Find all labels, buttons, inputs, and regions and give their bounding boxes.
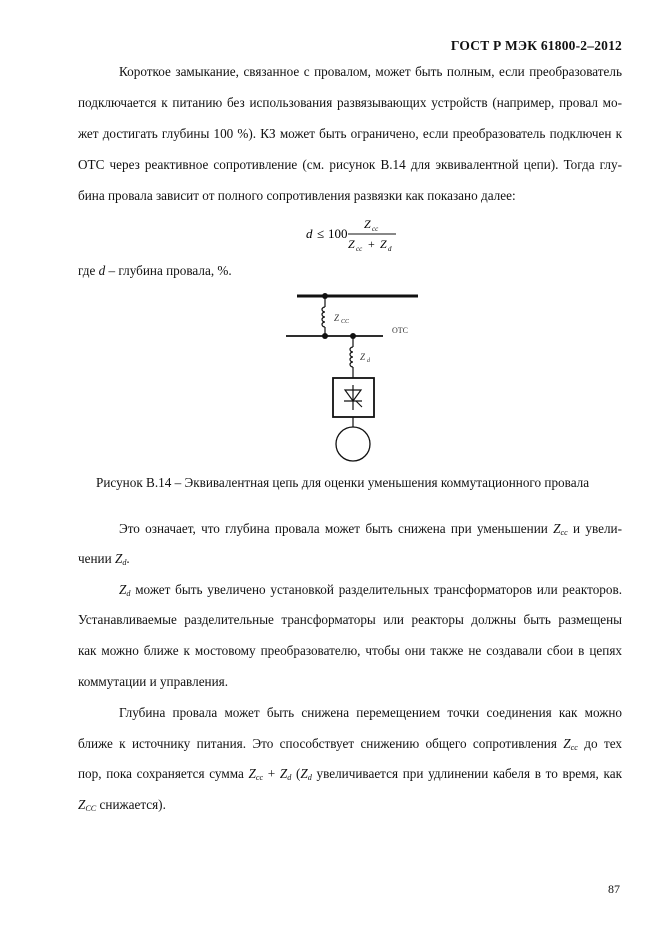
zcc-inductor — [322, 307, 325, 327]
para3-line-1: $Z_d$ может быть увеличено установкой разделительных трансформаторов или реакторов. — [119, 582, 622, 599]
formula-denominator-a: Z — [348, 237, 355, 251]
para2-line-2: чении $Z_d$. — [78, 551, 130, 568]
document-header: ГОСТ Р МЭК 61800-2–2012 — [450, 38, 622, 53]
equivalent-circuit-figure — [0, 280, 661, 470]
para3-line-2: Устанавливаемые разделительные трансформаторы или реакторы должны быть размещены — [78, 612, 622, 627]
para3-line-4: коммутации и управления. — [78, 674, 229, 689]
motor-icon — [336, 427, 370, 461]
formula-numerator: Z — [364, 217, 371, 231]
para4-line-2: ближе к источнику питания. Это способствует снижению общего сопротивления $Z_{cc}$ до тех — [78, 736, 622, 753]
zd-label: Z — [360, 352, 366, 362]
zd-inductor — [350, 347, 353, 367]
formula-relation: ≤ — [317, 226, 325, 241]
para2-line-1: Это означает, что глубина провала может быть снижена при уменьшении $Z_{cc}$ и увели- — [119, 521, 622, 538]
para4-line-3: пор, пока сохраняется сумма $Z_{cc} + Z_d$ ($Z_d$ увеличивается при удлинении кабеля в то время, как — [78, 766, 622, 783]
figure-caption: Рисунок В.14 – Эквивалентная цепь для оценки уменьшения коммутационного провала — [96, 475, 590, 490]
formula-denominator-b: Z — [380, 237, 387, 251]
page-number: 87 — [608, 882, 620, 896]
zd-label-sub: d — [367, 358, 370, 364]
para1-line-1: Короткое замыкание, связанное с провалом, может быть полным, если преобразователь — [119, 64, 622, 79]
formula-plus: + — [368, 237, 375, 251]
pcc-node-1 — [322, 333, 328, 339]
zcc-label-sub: CC — [341, 319, 350, 325]
para4-line-4: $Z_{CC}$ снижается). — [78, 797, 166, 814]
formula-denominator-b-sub: d — [388, 245, 392, 253]
zcc-label: Z — [334, 313, 340, 323]
where-clause: где d – глубина провала, %. — [78, 263, 232, 278]
formula-denominator-a-sub: cc — [356, 245, 363, 253]
para1-line-2: подключается к питанию без использования развязывающих устройств (например, провал мо- — [78, 95, 622, 110]
formula-numerator-sub: cc — [372, 225, 379, 233]
pcc-label: ОТС — [392, 326, 408, 335]
para1-line-3: жет достигать глубины 100 %). КЗ может быть ограничено, если преобразователь подключен к — [78, 126, 622, 141]
formula-coefficient: 100 — [328, 226, 348, 241]
para1-line-4: ОТС через реактивное сопротивление (см. рисунок В.14 для эквивалентной цепи). Тогда глу- — [78, 157, 622, 172]
para4-line-1: Глубина провала может быть снижена перемещением точки соединения как можно — [119, 705, 622, 720]
para3-line-3: как можно ближе к мостовому преобразователю, чтобы они также не создавали сбои в цепях — [78, 643, 622, 658]
para1-line-5: бина провала зависит от полного сопротивления развязки как показано далее: — [78, 188, 516, 203]
formula-lhs: d — [306, 226, 313, 241]
